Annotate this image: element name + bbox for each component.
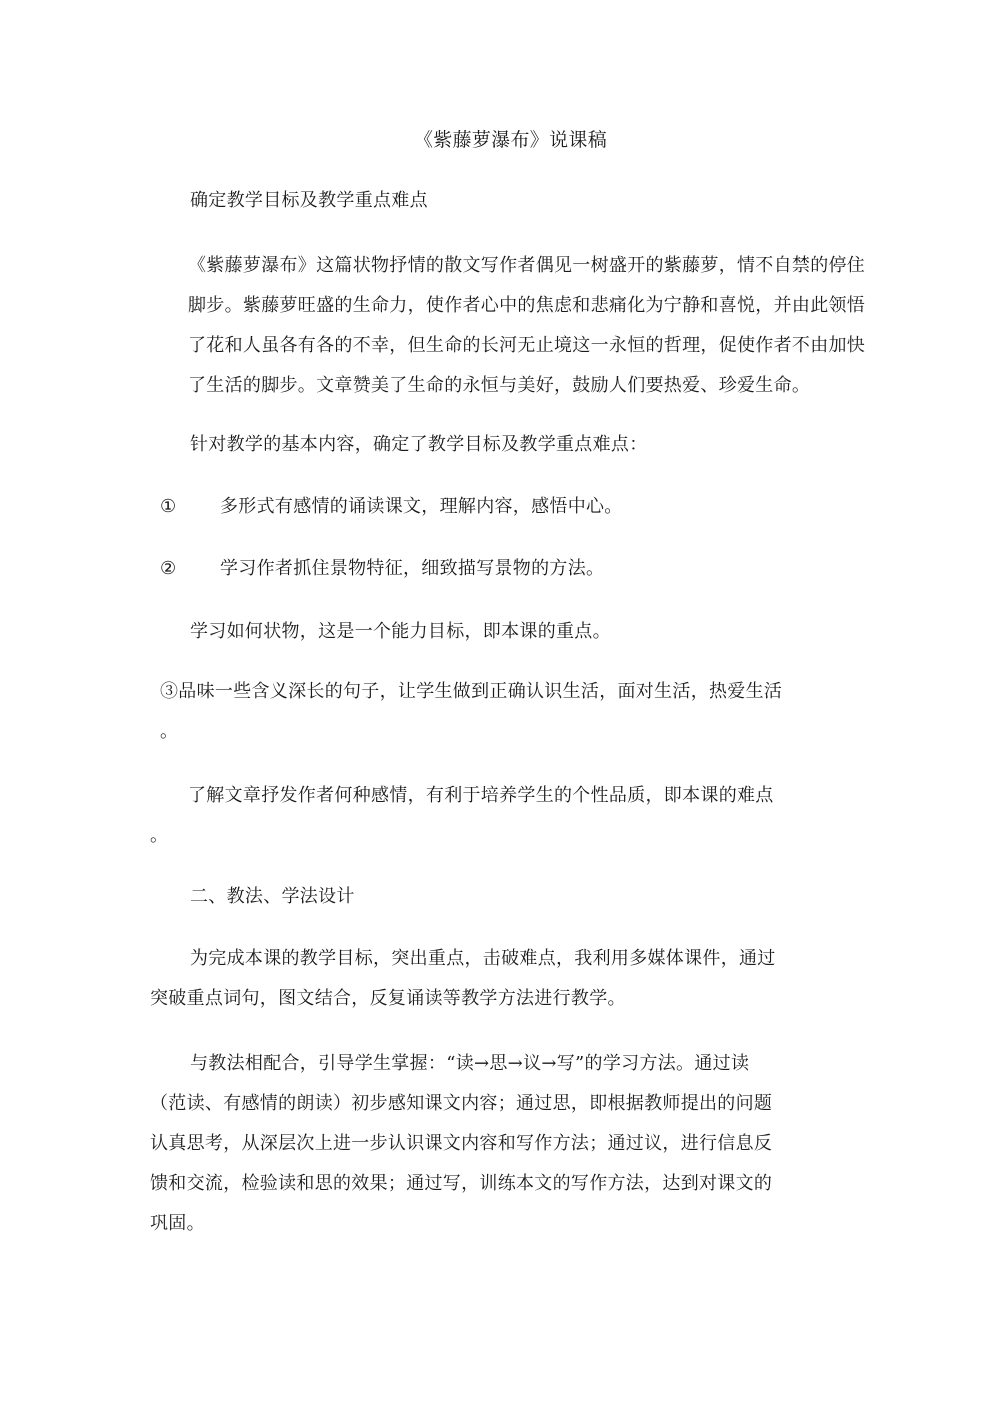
study-line: 馈和交流，检验读和思的效果；通过写，训练本文的写作方法，达到对课文的 <box>150 1173 773 1194</box>
goal-2-note: 学习如何状物，这是一个能力目标，即本课的重点。 <box>190 621 611 642</box>
section-heading-methods: 二、教法、学法设计 <box>190 886 355 907</box>
goal-2-marker: ② <box>160 558 177 579</box>
goals-intro: 针对教学的基本内容，确定了教学目标及教学重点难点： <box>190 434 648 455</box>
goal-3-note-paragraph <box>150 776 774 856</box>
intro-line: 了花和人虽各有各的不幸，但生命的长河无止境这一永恒的哲理，促使作者不由加快 <box>188 335 866 356</box>
study-line: 巩固。 <box>150 1213 205 1234</box>
goal-3-note-line: 了解文章抒发作者何种感情，有利于培养学生的个性品质，即本课的难点 <box>188 785 774 806</box>
goal-3-paragraph <box>160 672 782 752</box>
goal-3-line: 。 <box>160 721 179 742</box>
method-paragraph <box>150 939 776 1019</box>
goal-2-text: 学习作者抓住景物特征，细致描写景物的方法。 <box>220 558 605 579</box>
intro-paragraph <box>188 246 865 406</box>
study-paragraph <box>150 1044 773 1244</box>
study-line: 与教法相配合，引导学生掌握：“读→思→议→写”的学习方法。通过读 <box>190 1053 750 1074</box>
intro-line: 了生活的脚步。文章赞美了生命的永恒与美好，鼓励人们要热爱、珍爱生命。 <box>188 375 811 396</box>
intro-line: 脚步。紫藤萝旺盛的生命力，使作者心中的焦虑和悲痛化为宁静和喜悦，并由此领悟 <box>188 295 866 316</box>
document-title: 《紫藤萝瀑布》说课稿 <box>414 129 608 151</box>
study-line: （范读、有感情的朗读）初步感知课文内容；通过思，即根据教师提出的问题 <box>150 1093 773 1114</box>
study-line: 认真思考，从深层次上进一步认识课文内容和写作方法；通过议，进行信息反 <box>150 1133 773 1154</box>
goal-1-marker: ① <box>160 496 177 517</box>
goal-3-note-line: 。 <box>150 825 169 846</box>
method-line: 突破重点词句，图文结合，反复诵读等教学方法进行教学。 <box>150 988 626 1009</box>
goal-3-line: ③品味一些含义深长的句子，让学生做到正确认识生活，面对生活，热爱生活 <box>160 681 783 702</box>
goal-1-text: 多形式有感情的诵读课文，理解内容，感悟中心。 <box>220 496 623 517</box>
method-line: 为完成本课的教学目标，突出重点，击破难点，我利用多媒体课件，通过 <box>190 948 776 969</box>
section-heading-goals: 确定教学目标及教学重点难点 <box>190 190 428 211</box>
intro-line: 《紫藤萝瀑布》这篇状物抒情的散文写作者偶见一树盛开的紫藤萝，情不自禁的停住 <box>188 255 866 276</box>
